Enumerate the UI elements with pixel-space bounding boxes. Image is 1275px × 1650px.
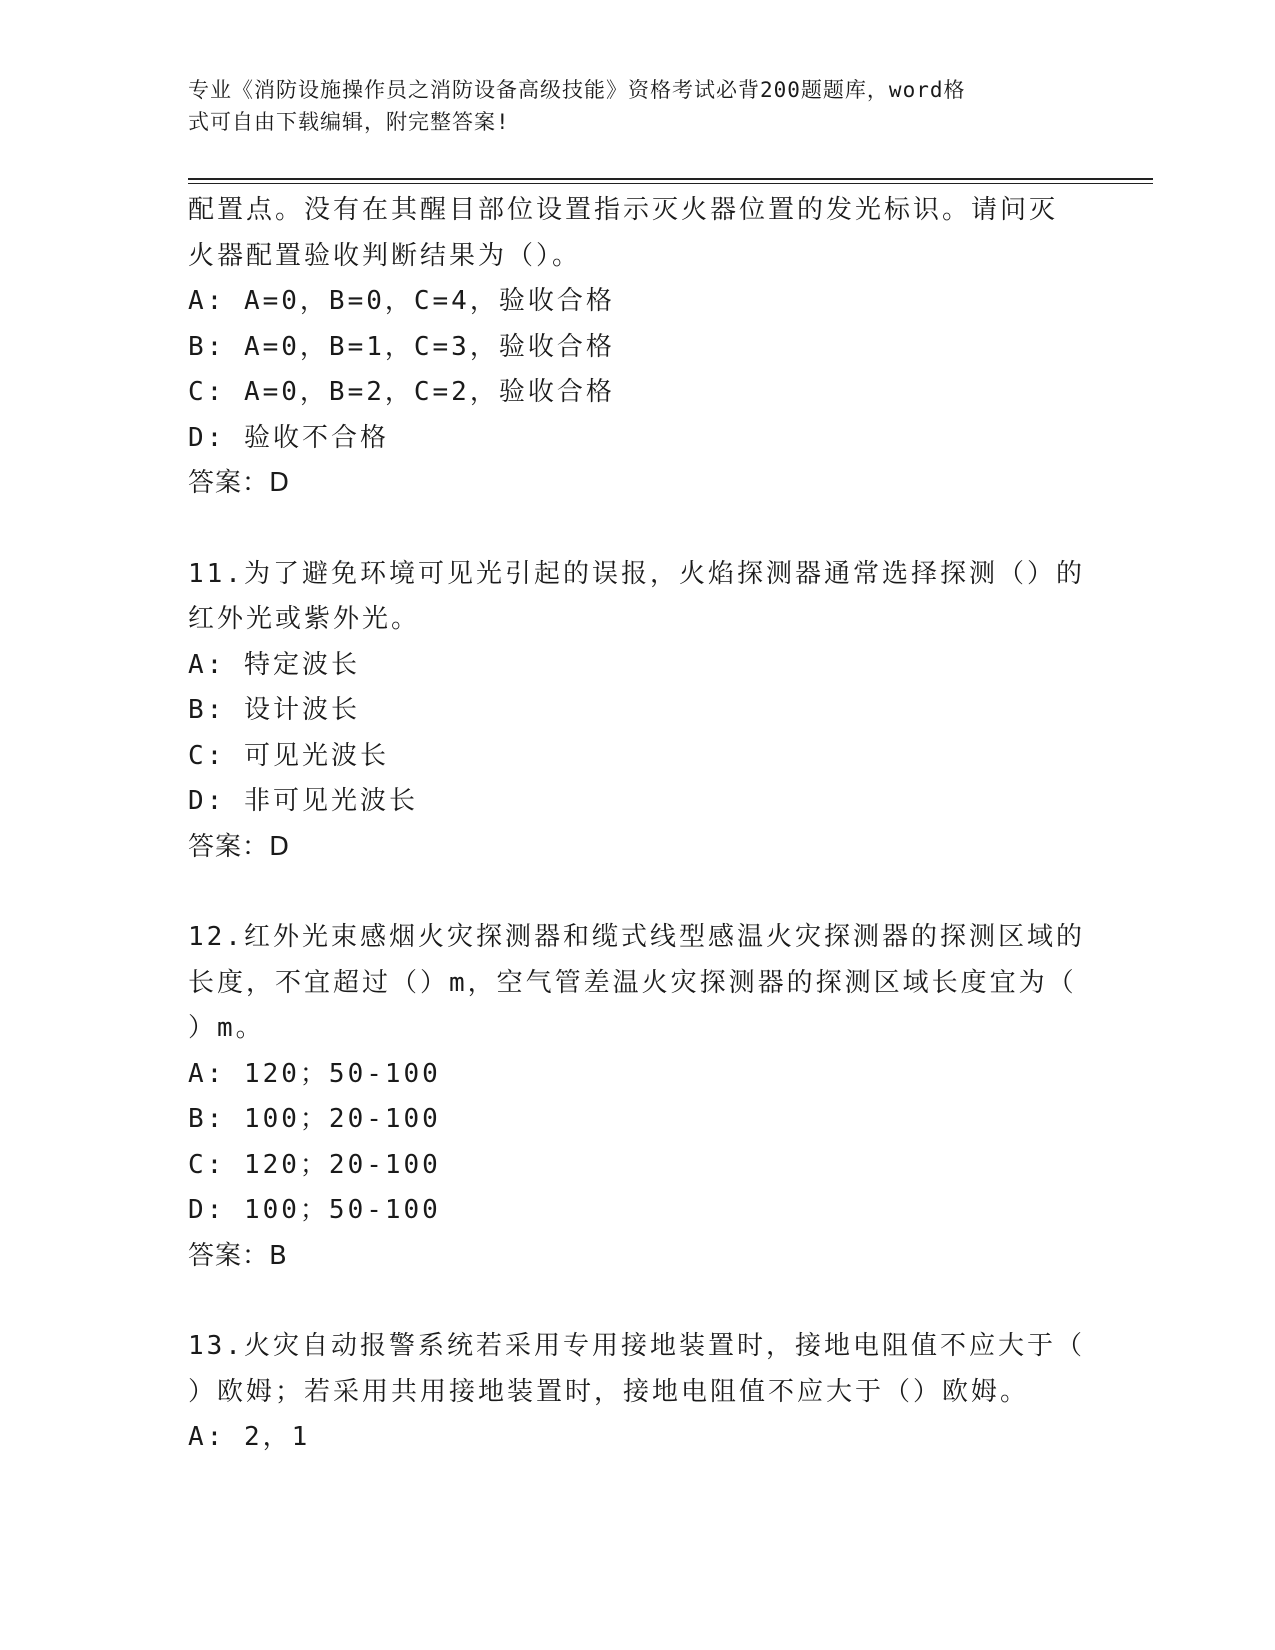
- question-list: [188, 188, 1085, 1461]
- option-a: A: 2，1: [188, 1422, 311, 1452]
- option-a: A: 120；50-100: [188, 1058, 441, 1089]
- option-c: C: A=0，B=2，C=2，验收合格: [188, 377, 615, 407]
- question-spacer: [188, 870, 1068, 915]
- option-c: C: 可见光波长: [188, 740, 389, 771]
- option-a: A: 特定波长: [188, 649, 360, 680]
- option-b: B: 100；20-100: [188, 1104, 441, 1134]
- answer-line: 答案：B: [188, 1240, 288, 1271]
- question-spacer: [188, 507, 1068, 552]
- question-stem: 12.红外光束感烟火灾探测器和缆式线型感温火灾探测器的探测区域的: [188, 922, 1085, 952]
- question-stem: 13.火灾自动报警系统若采用专用接地装置时，接地电阻值不应大于（: [188, 1331, 1085, 1361]
- option-a: A: A=0，B=0，C=4，验收合格: [188, 286, 615, 316]
- question-stem: ）欧姆；若采用共用接地装置时，接地电阻值不应大于（）欧姆。: [188, 1376, 1030, 1407]
- option-c: C: 120；20-100: [188, 1149, 441, 1180]
- question-stem: 长度，不宜超过（）m，空气管差温火灾探测器的探测区域长度宜为（: [188, 967, 1077, 998]
- question-stem: 红外光或紫外光。: [188, 604, 421, 634]
- question-10: [188, 188, 1068, 507]
- question-12: [188, 915, 1085, 1279]
- document-header: [188, 74, 1068, 138]
- answer-line: 答案：D: [188, 468, 291, 498]
- header-line-2: 式可自由下载编辑，附完整答案!: [188, 110, 510, 134]
- option-d: D: 验收不合格: [188, 422, 389, 453]
- option-b: B: A=0，B=1，C=3，验收合格: [188, 331, 615, 362]
- header-divider: [188, 178, 1153, 184]
- question-stem: 配置点。没有在其醒目部位设置指示灭火器位置的发光标识。请问灭: [188, 195, 1059, 225]
- question-stem: 火器配置验收判断结果为（）。: [188, 240, 582, 271]
- option-b: B: 设计波长: [188, 695, 360, 725]
- question-stem: 11.为了避免环境可见光引起的误报，火焰探测器通常选择探测（）的: [188, 558, 1085, 589]
- answer-line: 答案：D: [188, 831, 291, 862]
- question-11: [188, 552, 1085, 871]
- question-stem: ）m。: [188, 1013, 265, 1043]
- header-line-1: 专业《消防设施操作员之消防设备高级技能》资格考试必背200题题库，word格: [188, 78, 966, 102]
- option-d: D: 100；50-100: [188, 1195, 441, 1225]
- question-spacer: [188, 1279, 1068, 1324]
- option-d: D: 非可见光波长: [188, 786, 418, 816]
- question-13: [188, 1324, 1085, 1461]
